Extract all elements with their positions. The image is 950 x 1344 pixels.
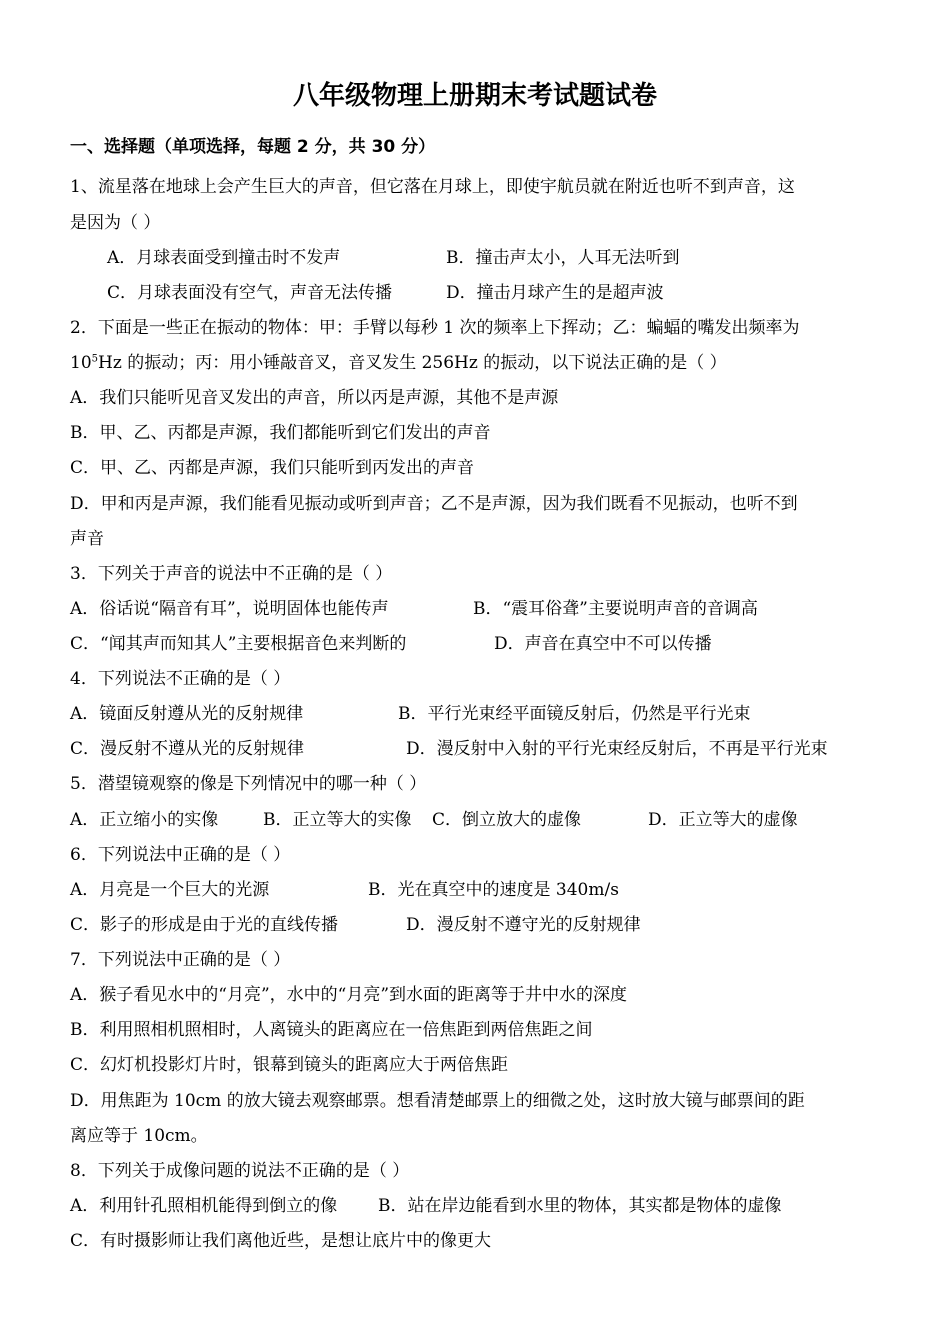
question-2-option-c: C．甲、乙、丙都是声源，我们只能听到丙发出的声音: [70, 458, 475, 478]
question-7-option-d-cont: 离应等于 10cm。: [70, 1126, 208, 1146]
question-3-option-a: A．俗话说“隔音有耳”，说明固体也能传声: [70, 599, 389, 619]
question-8-option-c: C．有时摄影师让我们离他近些，是想让底片中的像更大: [70, 1231, 492, 1251]
frequency-exponent: 5: [91, 353, 99, 365]
question-2-stem: 2．下面是一些正在振动的物体：甲：手臂以每秒 1 次的频率上下挥动；乙：蝙蝠的嘴发出频率为: [70, 318, 800, 338]
question-5-option-d: D．正立等大的虚像: [648, 810, 798, 830]
question-1-option-c: C．月球表面没有空气，声音无法传播: [107, 283, 393, 303]
question-5-option-a: A．正立缩小的实像: [70, 810, 219, 830]
question-7-option-a: A．猴子看见水中的“月亮”，水中的“月亮”到水面的距离等于井中水的深度: [70, 985, 628, 1005]
question-5-option-b: B．正立等大的实像: [263, 810, 412, 830]
question-4-option-b: B．平行光束经平面镜反射后，仍然是平行光束: [398, 704, 751, 724]
question-2-stem-rest: Hz 的振动；丙：用小锤敲音叉，音叉发生 256Hz 的振动，以下说法正确的是（ ）: [98, 353, 727, 373]
question-1-option-a: A．月球表面受到撞击时不发声: [107, 248, 341, 268]
frequency-base: 10: [70, 353, 92, 373]
question-6-option-c: C．影子的形成是由于光的直线传播: [70, 915, 339, 935]
question-6-stem: 6．下列说法中正确的是（ ）: [70, 845, 291, 865]
question-8-option-a: A．利用针孔照相机能得到倒立的像: [70, 1196, 338, 1216]
question-4-option-d: D．漫反射中入射的平行光束经反射后，不再是平行光束: [406, 739, 828, 759]
question-6-option-a: A．月亮是一个巨大的光源: [70, 880, 270, 900]
question-1-stem: 1、流星落在地球上会产生巨大的声音，但它落在月球上，即使宇航员就在附近也听不到声音，这: [70, 177, 795, 197]
question-2-option-b: B．甲、乙、丙都是声源，我们都能听到它们发出的声音: [70, 423, 491, 443]
question-2-stem-cont: [70, 349, 727, 377]
question-8-option-b: B．站在岸边能看到水里的物体，其实都是物体的虚像: [378, 1196, 782, 1216]
question-2-option-d-cont: 声音: [70, 529, 104, 549]
question-6-option-d: D．漫反射不遵守光的反射规律: [406, 915, 641, 935]
question-7-option-b: B．利用照相机照相时，人离镜头的距离应在一倍焦距到两倍焦距之间: [70, 1020, 593, 1040]
question-2-option-d: D．甲和丙是声源，我们能看见振动或听到声音；乙不是声源，因为我们既看不见振动，也听不到: [70, 494, 798, 514]
question-1-stem-cont: 是因为（ ）: [70, 213, 161, 233]
question-5-stem: 5．潜望镜观察的像是下列情况中的哪一种（ ）: [70, 774, 427, 794]
question-6-option-b: B．光在真空中的速度是 340m/s: [368, 880, 619, 900]
section-heading: 一、选择题（单项选择，每题 2 分，共 30 分）: [70, 137, 436, 157]
question-7-option-c: C．幻灯机投影灯片时，银幕到镜头的距离应大于两倍焦距: [70, 1055, 509, 1075]
question-7-option-d: D．用焦距为 10cm 的放大镜去观察邮票。想看清楚邮票上的细微之处，这时放大镜与邮票间的距: [70, 1091, 805, 1111]
question-3-stem: 3．下列关于声音的说法中不正确的是（ ）: [70, 564, 393, 584]
question-3-option-d: D．声音在真空中不可以传播: [494, 634, 712, 654]
question-8-stem: 8．下列关于成像问题的说法不正确的是（ ）: [70, 1161, 410, 1181]
question-2-option-a: A．我们只能听见音叉发出的声音，所以丙是声源，其他不是声源: [70, 388, 559, 408]
question-3-option-b: B．“震耳俗聋”主要说明声音的音调高: [473, 599, 758, 619]
question-3-option-c: C．“闻其声而知其人”主要根据音色来判断的: [70, 634, 407, 654]
question-1-option-d: D．撞击月球产生的是超声波: [446, 283, 664, 303]
question-5-option-c: C．倒立放大的虚像: [432, 810, 582, 830]
question-4-option-a: A．镜面反射遵从光的反射规律: [70, 704, 304, 724]
question-1-option-b: B．撞击声太小，人耳无法听到: [446, 248, 680, 268]
question-4-option-c: C．漫反射不遵从光的反射规律: [70, 739, 305, 759]
page-title: 八年级物理上册期末考试题试卷: [292, 81, 657, 111]
question-7-stem: 7．下列说法中正确的是（ ）: [70, 950, 291, 970]
question-4-stem: 4．下列说法不正确的是（ ）: [70, 669, 291, 689]
